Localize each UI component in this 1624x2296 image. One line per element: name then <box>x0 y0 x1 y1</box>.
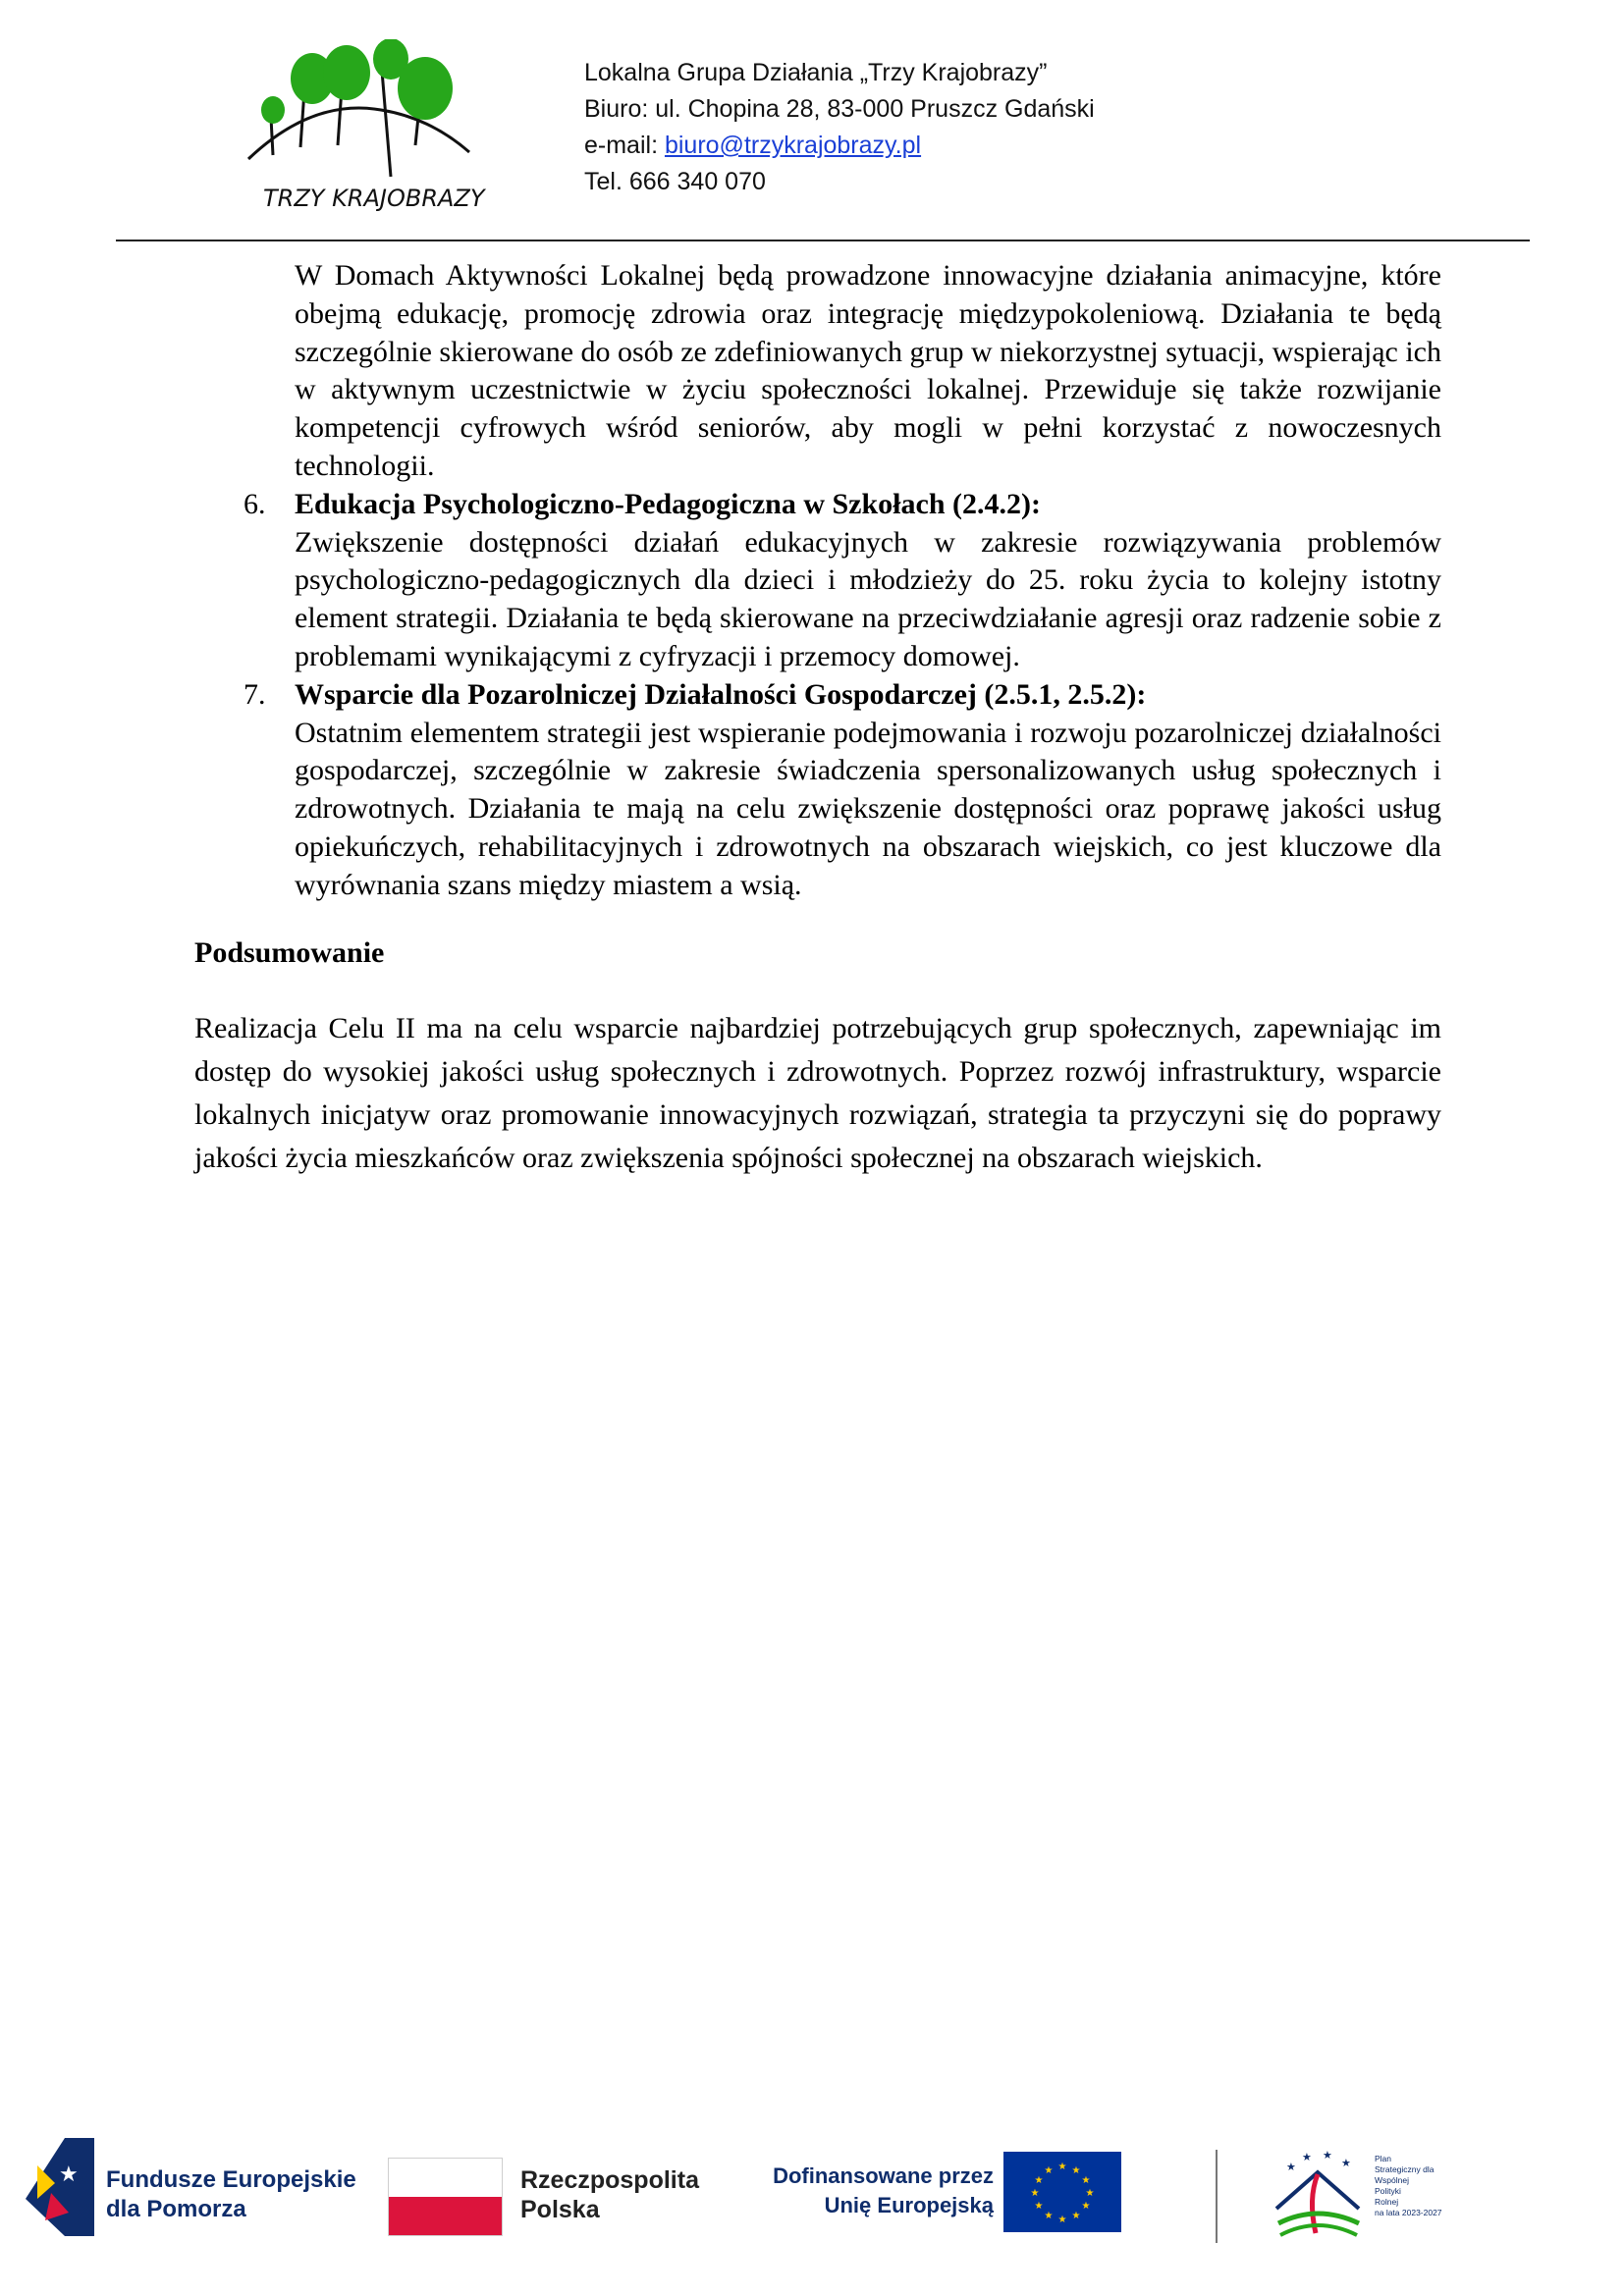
svg-text:★: ★ <box>1085 2188 1095 2199</box>
polish-flag-icon <box>388 2158 503 2236</box>
email-label: e-mail: <box>584 132 665 159</box>
svg-text:★: ★ <box>1044 2211 1054 2221</box>
psp-line: Plan <box>1375 2154 1392 2163</box>
eu-flag-icon <box>1003 2152 1121 2232</box>
svg-text:★: ★ <box>1071 2211 1081 2221</box>
summary-paragraph: Realizacja Celu II ma na celu wsparcie najbardziej potrzebujących grup społecznych, zapewniając im dostęp do wysokiej jakości usług społecznych i zdrowotnych. Poprzez rozwój infrastruktury, wsparcie lokalnych inicjatyw oraz promowanie innowacyjnych rozwiązań, strategia ta przyczyni się do poprawy jakości życia mieszkańców oraz zwiększenia spójności społecznej na obszarach wiejskich. <box>194 1012 1441 1175</box>
svg-text:★: ★ <box>1034 2175 1044 2186</box>
office-address: Biuro: ul. Chopina 28, 83-000 Pruszcz Gdański <box>584 95 1095 123</box>
rp-line-1: Rzeczpospolita <box>520 2166 699 2194</box>
psp-rural-policy-icon <box>1269 2145 1367 2248</box>
svg-text:★: ★ <box>1057 2215 1067 2225</box>
trzy-krajobrazy-logo <box>244 39 518 236</box>
svg-text:★: ★ <box>59 2163 79 2187</box>
svg-text:★: ★ <box>1071 2165 1081 2176</box>
footer-divider <box>1216 2150 1218 2243</box>
psp-label <box>1375 2154 1442 2218</box>
org-name: Lokalna Grupa Działania „Trzy Krajobrazy” <box>584 59 1048 86</box>
logo-text: TRZY KRAJOBRAZY <box>263 185 485 212</box>
dof-line-2: Unię Europejską <box>824 2193 994 2217</box>
rp-label <box>520 2165 699 2224</box>
svg-text:★: ★ <box>1081 2175 1091 2186</box>
psp-line: na lata 2023-2027 <box>1375 2208 1442 2217</box>
fe-line-1: Fundusze Europejskie <box>106 2166 356 2193</box>
svg-text:★: ★ <box>1081 2201 1091 2212</box>
header-contact <box>584 55 1095 200</box>
list-item-7 <box>194 676 1441 905</box>
svg-text:★: ★ <box>1044 2165 1054 2176</box>
psp-line: Strategiczny dla <box>1375 2164 1435 2174</box>
svg-text:★: ★ <box>1030 2188 1040 2199</box>
list-item-text: Zwiększenie dostępności działań edukacyjnych w zakresie rozwiązywania problemów psychologiczno-pedagogicznych dla dzieci i młodzieży do 25. roku życia to kolejny istotny element strategii. Działania te będą skierowane na przeciwdziałanie agresji oraz radzenie sobie z problemami wynikającymi z cyfryzacji i przemocy domowej. <box>295 525 1441 672</box>
psp-line: Polityki <box>1375 2186 1401 2196</box>
svg-text:★: ★ <box>1057 2162 1067 2172</box>
header-divider <box>116 240 1530 241</box>
list-item-title: Wsparcie dla Pozarolniczej Działalności Gospodarczej (2.5.1, 2.5.2): <box>295 677 1147 711</box>
list-item-title: Edukacja Psychologiczno-Pedagogiczna w Szkołach (2.4.2): <box>295 487 1041 520</box>
email-link[interactable]: biuro@trzykrajobrazy.pl <box>664 132 922 159</box>
svg-text:★: ★ <box>1302 2151 1312 2163</box>
email-line <box>584 128 1095 164</box>
psp-line: Rolnej <box>1375 2197 1399 2207</box>
fe-line-2: dla Pomorza <box>106 2196 246 2222</box>
fundusze-europejskie-icon <box>26 2138 94 2236</box>
svg-text:★: ★ <box>1034 2201 1044 2212</box>
phone-line: Tel. 666 340 070 <box>584 168 766 195</box>
footer-logos <box>0 2110 1624 2258</box>
svg-text:★: ★ <box>1323 2149 1332 2162</box>
summary-heading: Podsumowanie <box>194 935 385 969</box>
list-number: 7. <box>244 677 266 711</box>
list-number: 6. <box>244 487 266 520</box>
cofinanced-label <box>758 2162 994 2220</box>
svg-text:★: ★ <box>1341 2157 1351 2169</box>
list-item-6 <box>194 486 1441 676</box>
intro-paragraph: W Domach Aktywności Lokalnej będą prowadzone innowacyjne działania animacyjne, które obejmą edukację, promocję zdrowia oraz integrację międzypokoleniową. Działania te będą szczególnie skierowane do osób ze zdefiniowanych grup w niekorzystnej sytuacji, wspierając ich w aktywnym uczestnictwie w życiu społeczności lokalnej. Przewiduje się także rozwijanie kompetencji cyfrowych wśród seniorów, aby mogli w pełni korzystać z nowoczesnych technologii. <box>295 259 1441 482</box>
list-item-text: Ostatnim elementem strategii jest wspieranie podejmowania i rozwoju pozarolniczej działalności gospodarczej, szczególnie w zakresie świadczenia spersonalizowanych usług społecznych i zdrowotnych. Działania te mają na celu zwiększenie dostępności oraz poprawę jakości usług opiekuńczych, rehabilitacyjnych i zdrowotnych na obszarach wiejskich, co jest kluczowe dla wyrównania szans między miastem a wsią. <box>295 716 1441 901</box>
rp-line-2: Polska <box>520 2196 600 2223</box>
psp-line: Wspólnej <box>1375 2175 1409 2185</box>
svg-text:★: ★ <box>1286 2161 1296 2173</box>
document-body <box>194 257 1441 1209</box>
dof-line-1: Dofinansowane przez <box>773 2163 994 2188</box>
fe-label <box>106 2165 356 2224</box>
